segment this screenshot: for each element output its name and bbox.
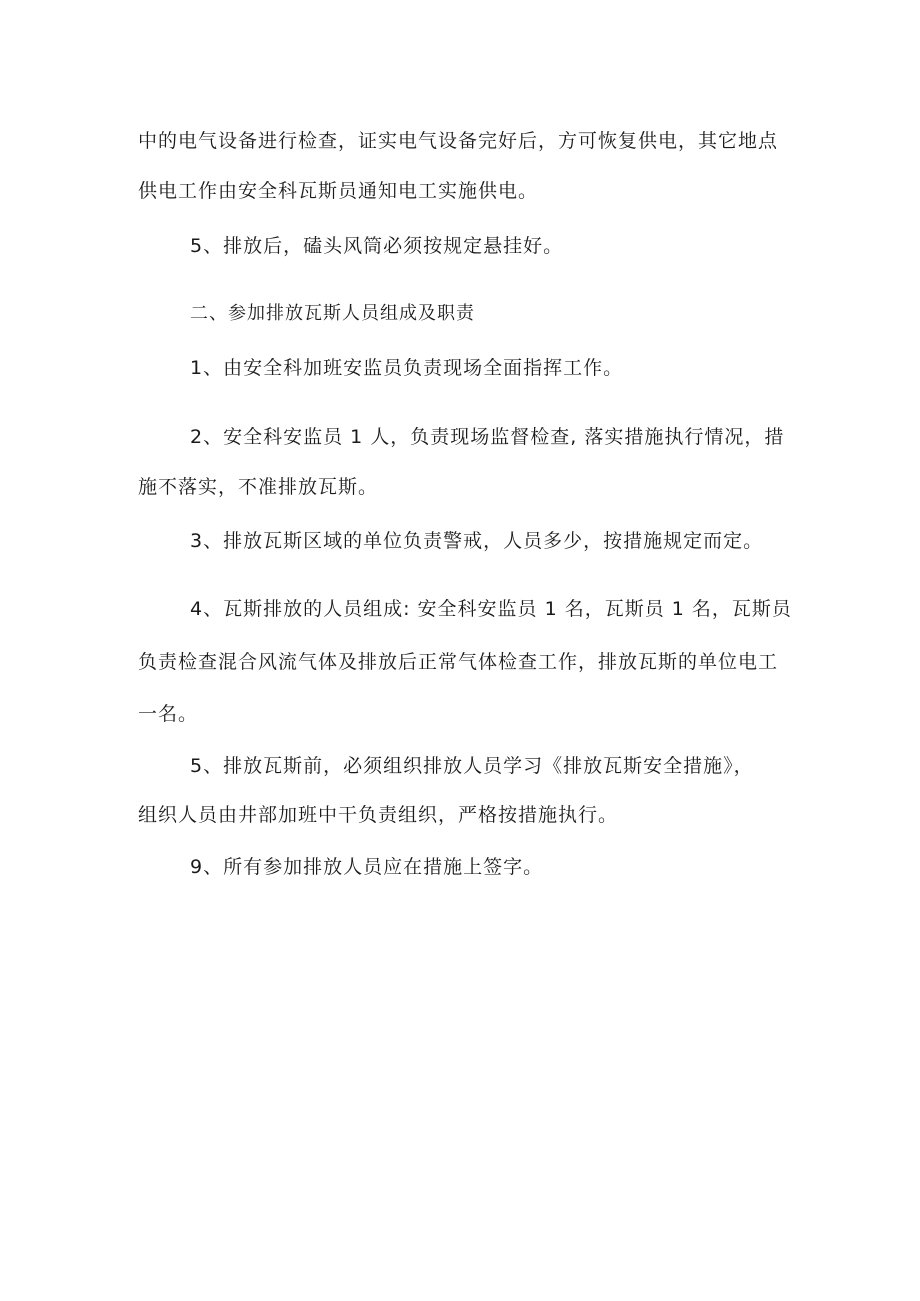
list-item: 2、安全科安监员 1 人，负责现场监督检查, 落实措施执行情况，措 [190,426,785,448]
body-line: 负责检查混合风流气体及排放后正常气体检查工作，排放瓦斯的单位电工 [138,651,779,673]
body-line: 组织人员由井部加班中干负责组织，严格按措施执行。 [138,804,619,826]
section-heading: 二、参加排放瓦斯人员组成及职责 [190,303,475,324]
list-item: 5、排放瓦斯前，必须组织排放人员学习《排放瓦斯安全措施》， [190,755,754,777]
body-line: 一名。 [138,703,199,725]
body-line: 供电工作由安全科瓦斯员通知电工实施供电。 [138,180,539,202]
list-item: 3、排放瓦斯区域的单位负责警戒，人员多少，按措施规定而定。 [190,530,764,552]
list-item: 5、排放后，磕头风筒必须按规定悬挂好。 [190,235,564,257]
list-item: 1、由安全科加班安监员负责现场全面指挥工作。 [190,357,624,379]
list-item: 4、瓦斯排放的人员组成: 安全科安监员 1 名，瓦斯员 1 名，瓦斯员 [190,598,792,620]
body-line: 施不落实，不准排放瓦斯。 [138,476,379,498]
list-item: 9、所有参加排放人员应在措施上签字。 [190,856,544,878]
body-line: 中的电气设备进行检查，证实电气设备完好后，方可恢复供电，其它地点 [138,130,779,152]
